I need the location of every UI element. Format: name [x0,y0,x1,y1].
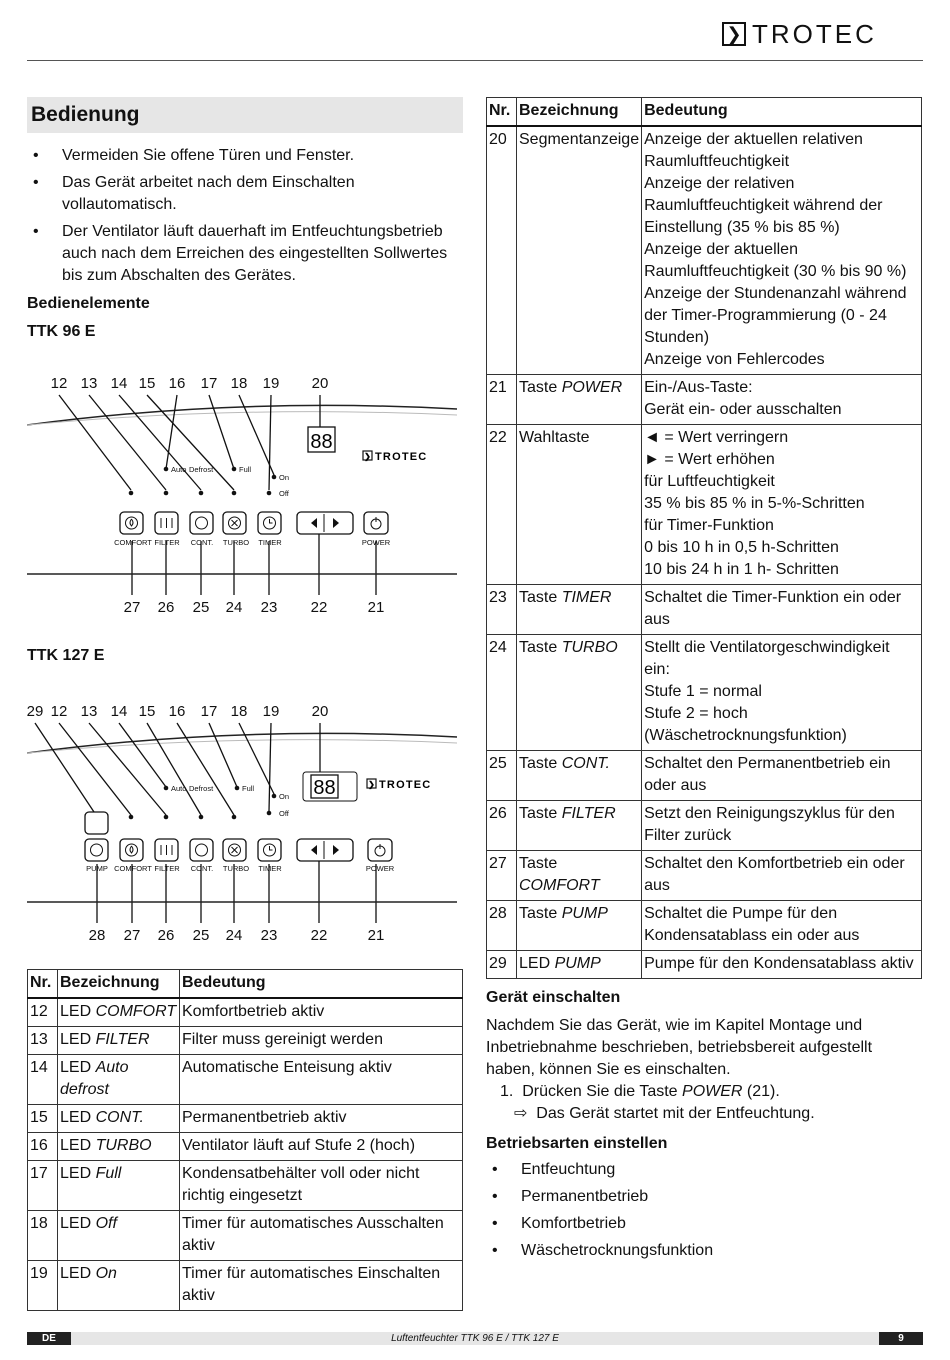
cell-nr: 29 [487,951,517,979]
cell-bezeichnung [517,951,642,979]
button-label-power: POWER [361,538,391,547]
cell-prefix: LED [60,1031,96,1048]
panel-top-shadow [27,740,457,753]
section-title: Bedienung [27,97,463,133]
cell-line: Anzeige der relativen Raumluftfeuchtigkeit während der Einstellung (35 % bis 85 %) [644,175,883,236]
cell-name: TURBO [561,639,618,656]
cell-bedeutung: Timer für automatisches Ausschalten aktiv [180,1211,463,1261]
select-button[interactable] [297,839,353,861]
brand-mark-icon: ❯ [722,22,746,46]
table-row [487,901,922,951]
button-label-turbo: TURBO [222,538,250,547]
cell-bezeichnung [517,901,642,951]
column-header-bezeichnung: Bezeichnung [517,98,642,127]
panel-logo-text: TROTEC [379,779,432,791]
cell-bedeutung [642,375,922,425]
segment-display-digits: 88 [310,431,333,453]
cell-bezeichnung [58,1211,180,1261]
footer-page-number: 9 [879,1332,923,1345]
button-label-cont: CONT. [190,538,214,547]
led-label-defrost: Defrost [189,784,214,793]
table-row [487,851,922,901]
column-header-bezeichnung: Bezeichnung [58,970,180,999]
cell-name: PUMP [554,955,601,972]
switch-on-heading: Gerät einschalten [486,989,621,1006]
cell-bezeichnung [517,635,642,751]
cell-prefix: LED [60,1109,96,1126]
list-item: • Wäschetrocknungsfunktion [486,1240,922,1262]
model-96-heading: TTK 96 E [27,323,96,340]
pump-button[interactable] [85,812,108,834]
cell-line: für Timer-Funktion [644,517,774,534]
cell-bedeutung: Kondensatbehälter voll oder nicht richtig eingesetzt [180,1161,463,1211]
diagram-96-svg [27,369,463,639]
cell-name: TIMER [561,589,612,606]
result-arrow-icon: ⇨ [514,1105,528,1122]
cell-nr: 13 [28,1027,58,1055]
svg-text:❯: ❯ [364,452,371,461]
callout-26: 26 [157,927,175,944]
leader-lines [59,395,376,595]
callout-20: 20 [311,375,329,392]
cell-prefix: LED [60,1215,96,1232]
list-item: • Permanentbetrieb [486,1186,922,1208]
brand-name: TROTEC [752,18,877,49]
cell-bedeutung: Permanentbetrieb aktiv [180,1105,463,1133]
table-header-row [28,970,463,999]
callout-14: 14 [110,703,128,720]
column-header-nr: Nr. [487,98,517,127]
table-row [487,635,922,751]
callout-20: 20 [311,703,329,720]
cell-line: Anzeige der Stundenanzahl während der Timer-Programmierung (0 - 24 Stunden) [644,285,907,346]
cell-nr: 15 [28,1105,58,1133]
cell-nr: 27 [487,851,517,901]
callout-15: 15 [138,375,156,392]
button-label-comfort: COMFORT [114,864,152,873]
controls-table [486,97,922,979]
callout-17: 17 [200,703,218,720]
list-item [486,1081,922,1103]
table-row [487,951,922,979]
pump-button[interactable] [85,839,108,861]
cell-nr: 23 [487,585,517,635]
switch-on-steps [486,1081,922,1125]
table-row [28,1211,463,1261]
callout-28: 28 [88,927,106,944]
cell-name: COMFORT [95,1003,177,1020]
cell-nr: 22 [487,425,517,585]
cell-bedeutung: Setzt den Reinigungszyklus für den Filter zurück [642,801,922,851]
select-button[interactable] [297,512,353,534]
panel-top-shadow [27,412,457,425]
callout-12: 12 [50,375,68,392]
cell-prefix: Taste [519,589,562,606]
cell-line: Ein-/Aus-Taste: [644,379,753,396]
left-column [27,97,463,1311]
cell-nr: 28 [487,901,517,951]
table-row [487,375,922,425]
column-header-bedeutung: Bedeutung [180,970,463,999]
power-button[interactable] [368,839,392,861]
table-row [487,126,922,375]
diagram-127-svg [27,697,463,967]
button-label-comfort: COMFORT [114,538,152,547]
led-table [27,969,463,1311]
cell-bedeutung: Pumpe für den Kondensatablass aktiv [642,951,922,979]
switch-on-text: Nachdem Sie das Gerät, wie im Kapitel Montage und Inbetriebnahme beschrieben, betriebsbereit aufgestellt haben, können Sie es einschalten. [486,1017,873,1078]
cell-bedeutung: Schaltet die Timer-Funktion ein oder aus [642,585,922,635]
cell-name: CONT. [561,755,610,772]
cell-bedeutung [642,126,922,375]
list-item: • Vermeiden Sie offene Türen und Fenster. [27,145,463,167]
cell-bezeichnung [517,375,642,425]
cell-prefix: LED [60,1265,96,1282]
page-footer [27,1332,923,1345]
table-header-row [487,98,922,127]
cell-name: POWER [561,379,623,396]
callout-17: 17 [200,375,218,392]
button-label-timer: TIMER [258,538,282,547]
cell-prefix: Taste [519,755,562,772]
panel-logo [367,779,431,791]
cell-bezeichnung: Wahltaste [517,425,642,585]
cell-bedeutung: Schaltet den Komfortbetrieb ein oder aus [642,851,922,901]
footer-document-title: Luftentfeuchter TTK 96 E / TTK 127 E [391,1333,559,1344]
cell-nr: 20 [487,126,517,375]
footer-language: DE [27,1332,71,1345]
led-label-auto: Auto [171,465,187,474]
button-label-timer: TIMER [258,864,282,873]
cell-bedeutung: Filter muss gereinigt werden [180,1027,463,1055]
cell-bezeichnung [517,851,642,901]
cell-nr: 25 [487,751,517,801]
cell-bedeutung: Schaltet den Permanentbetrieb ein oder aus [642,751,922,801]
list-item: • Der Ventilator läuft dauerhaft im Entfeuchtungsbetrieb auch nach dem Erreichen des eingestellten Sollwertes bis zum Abschalten des Gerätes. [27,221,463,287]
cell-line: für Luftfeuchtigkeit [644,473,775,490]
cell-name: FILTER [95,1031,150,1048]
svg-text:❯: ❯ [368,780,375,789]
table-row [28,1055,463,1105]
table-row [487,801,922,851]
cell-bezeichnung [58,1105,180,1133]
cell-prefix: LED [60,1059,96,1076]
callout-15: 15 [138,703,156,720]
cell-bedeutung [642,635,922,751]
cell-line: Stufe 2 = hoch [644,705,748,722]
led-label-full: Full [242,784,255,793]
list-item: • Das Gerät arbeitet nach dem Einschalten vollautomatisch. [27,172,463,216]
button-label-filter: FILTER [154,864,180,873]
table-row [28,1261,463,1311]
cell-nr: 24 [487,635,517,751]
column-header-bedeutung: Bedeutung [642,98,922,127]
header-divider [27,60,923,61]
panel-top-edge [27,733,457,753]
callout-24: 24 [225,599,243,616]
step-result: Das Gerät startet mit der Entfeuchtung. [536,1105,815,1122]
cell-line: Anzeige der aktuellen Raumluftfeuchtigkeit (30 % bis 90 %) [644,241,907,280]
controls-heading: Bedienelemente [27,295,150,312]
cell-bedeutung [642,425,922,585]
callout-29: 29 [27,703,44,720]
table-row [487,585,922,635]
table-row [28,1133,463,1161]
cell-bezeichnung [517,801,642,851]
table-row [28,1161,463,1211]
cell-prefix: Taste [519,855,558,872]
callout-25: 25 [192,599,210,616]
cell-bezeichnung [58,1055,180,1105]
cell-prefix: LED [60,1003,96,1020]
comfort-button[interactable] [120,512,143,534]
cell-name: FILTER [561,805,616,822]
model-127-heading: TTK 127 E [27,647,105,664]
callout-16: 16 [168,703,186,720]
button-label-power: POWER [365,864,395,873]
cell-name: CONT. [95,1109,144,1126]
cell-line: 35 % bis 85 % in 5-%-Schritten [644,495,865,512]
panel-logo-text: TROTEC [375,451,428,463]
cell-line: Anzeige von Fehlercodes [644,351,825,368]
led-label-off: Off [279,809,289,818]
table-row [28,998,463,1027]
list-item: • Komfortbetrieb [486,1213,922,1235]
cell-line: 0 bis 10 h in 0,5 h-Schritten [644,539,839,556]
callout-25: 25 [192,927,210,944]
comfort-button[interactable] [120,839,143,861]
cell-nr: 19 [28,1261,58,1311]
button-label-turbo: TURBO [222,864,250,873]
cell-prefix: Taste [519,805,562,822]
callout-18: 18 [230,375,248,392]
callout-27: 27 [123,927,141,944]
callout-16: 16 [168,375,186,392]
cell-bedeutung: Schaltet die Pumpe für den Kondensatablass ein oder aus [642,901,922,951]
cell-bezeichnung [58,1161,180,1211]
led-label-on: On [279,473,290,482]
cell-bezeichnung [58,1261,180,1311]
cell-nr: 16 [28,1133,58,1161]
cell-nr: 12 [28,998,58,1027]
callout-21: 21 [367,927,385,944]
table-row [28,1027,463,1055]
list-item: • Entfeuchtung [486,1159,922,1181]
cell-prefix: Taste [519,905,562,922]
cell-bezeichnung [517,585,642,635]
led-label-full: Full [239,465,252,474]
callout-23: 23 [260,599,278,616]
cell-bezeichnung [58,998,180,1027]
cell-name: Off [95,1215,117,1232]
list-item [486,1103,922,1125]
cell-line: Stufe 1 = normal [644,683,762,700]
callout-24: 24 [225,927,243,944]
button-label-cont: CONT. [190,864,214,873]
callout-13: 13 [80,375,98,392]
cell-prefix: Taste [519,639,562,656]
control-panel-diagram-96 [27,369,463,639]
cell-name: Full [95,1165,122,1182]
column-header-nr: Nr. [28,970,58,999]
right-column [486,97,922,1267]
callout-19: 19 [262,375,280,392]
cell-bezeichnung [58,1133,180,1161]
cell-line: ► = Wert erhöhen [644,451,775,468]
brand-logo [722,20,922,48]
callout-21: 21 [367,599,385,616]
table-row [487,751,922,801]
cell-name: PUMP [561,905,608,922]
cell-bezeichnung [58,1027,180,1055]
callout-26: 26 [157,599,175,616]
callout-22: 22 [310,927,328,944]
panel-top-edge [27,405,457,425]
modes-heading: Betriebsarten einstellen [486,1135,668,1152]
button-label-filter: FILTER [154,538,180,547]
led-label-defrost: Defrost [189,465,214,474]
led-label-on: On [279,792,290,801]
cell-line: (Wäschetrocknungsfunktion) [644,727,847,744]
cont-button[interactable] [190,839,213,861]
cell-name: Auto defrost [60,1059,129,1098]
callout-23: 23 [260,927,278,944]
cell-nr: 21 [487,375,517,425]
callout-18: 18 [230,703,248,720]
cell-bedeutung: Automatische Enteisung aktiv [180,1055,463,1105]
callout-12: 12 [50,703,68,720]
cell-nr: 14 [28,1055,58,1105]
cell-nr: 26 [487,801,517,851]
button-label-pump: PUMP [86,864,108,873]
callout-13: 13 [80,703,98,720]
table-row [487,425,922,585]
cell-line: Anzeige der aktuellen relativen Raumluftfeuchtigkeit [644,131,863,170]
step-number: 1. [500,1083,514,1100]
step-text-post: (21). [742,1083,780,1100]
cell-prefix: LED [60,1165,96,1182]
cell-nr: 18 [28,1211,58,1261]
intro-list [27,145,463,287]
table-row [28,1105,463,1133]
segment-display-digits: 88 [313,777,336,799]
led-label-off: Off [279,489,289,498]
cell-line: Gerät ein- oder ausschalten [644,401,842,418]
power-button[interactable] [364,512,388,534]
cell-name: On [95,1265,117,1282]
cell-bedeutung: Ventilator läuft auf Stufe 2 (hoch) [180,1133,463,1161]
cell-bedeutung: Komfortbetrieb aktiv [180,998,463,1027]
cell-prefix: LED [519,955,555,972]
modes-list [486,1159,922,1262]
cell-line: ◄ = Wert verringern [644,429,789,446]
cell-name: COMFORT [519,877,600,894]
cell-bedeutung: Timer für automatisches Einschalten aktiv [180,1261,463,1311]
cell-bezeichnung [517,751,642,801]
cell-prefix: Taste [519,379,562,396]
step-text-pre: Drücken Sie die Taste [522,1083,683,1100]
cell-nr: 17 [28,1161,58,1211]
led-label-auto: Auto [171,784,187,793]
cell-prefix: LED [60,1137,96,1154]
callout-19: 19 [262,703,280,720]
control-panel-diagram-127 [27,697,463,967]
cell-name: TURBO [95,1137,152,1154]
cell-bezeichnung: Segmentanzeige [517,126,642,375]
cell-line: Stellt die Ventilatorgeschwindigkeit ein: [644,639,890,678]
cell-line: 10 bis 24 h in 1 h- Schritten [644,561,839,578]
callout-22: 22 [310,599,328,616]
step-text-name: POWER [682,1083,743,1100]
callout-14: 14 [110,375,128,392]
panel-logo [363,451,427,463]
cont-button[interactable] [190,512,213,534]
callout-27: 27 [123,599,141,616]
